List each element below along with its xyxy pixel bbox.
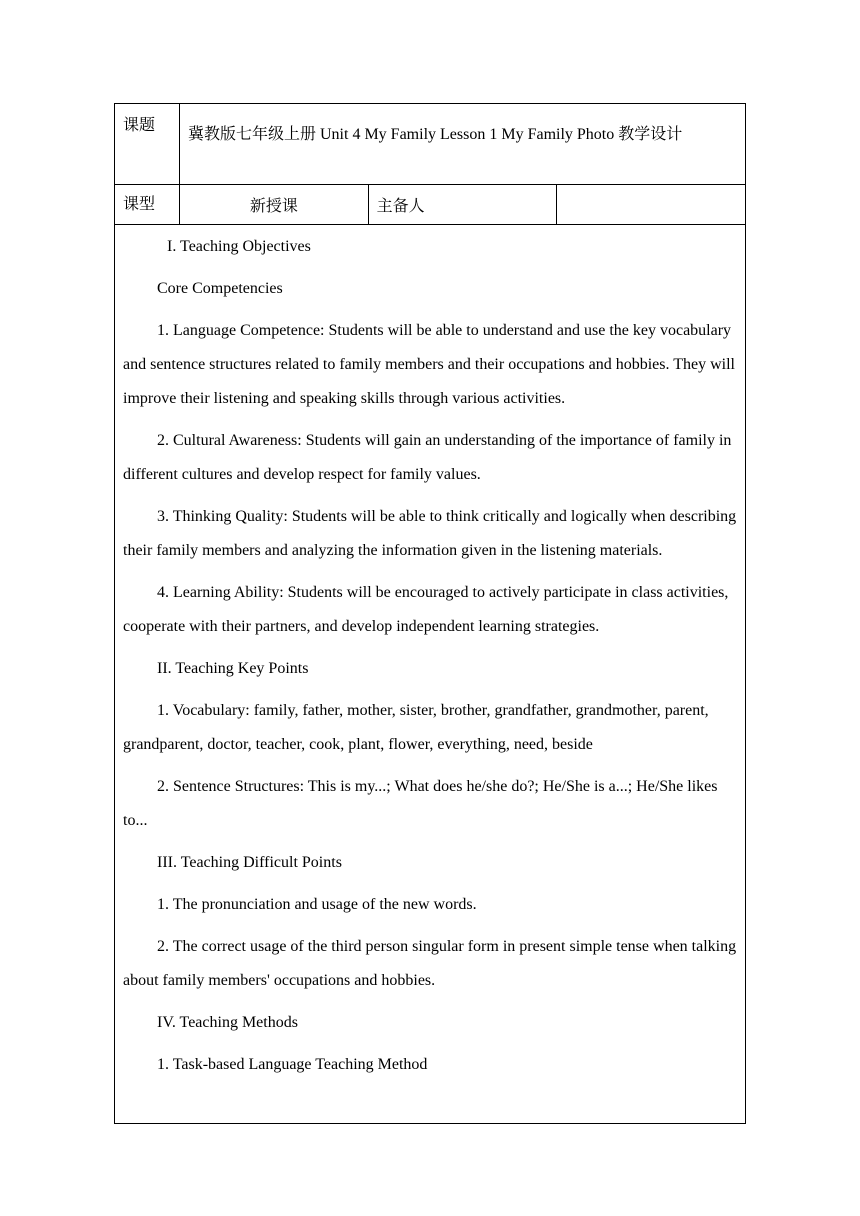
objective-item: 4. Learning Ability: Students will be encouraged to actively participate in class activities, cooperate with their partners, and develop independent learning strategies. bbox=[123, 584, 729, 635]
key-point-item: 2. Sentence Structures: This is my...; What does he/she do?; He/She is a...; He/She likes to... bbox=[123, 778, 718, 829]
preparer-label: 主备人 bbox=[368, 185, 557, 225]
type-row bbox=[115, 185, 746, 225]
content-cell bbox=[115, 225, 746, 1124]
type-value: 新授课 bbox=[180, 185, 369, 225]
core-competencies: Core Competencies bbox=[157, 280, 283, 297]
key-point-item: 1. Vocabulary: family, father, mother, sister, brother, grandfather, grandmother, parent, grandparent, doctor, teacher, cook, plant, flower, everything, need, beside bbox=[123, 702, 709, 753]
title-label: 课题 bbox=[115, 104, 180, 185]
content-row bbox=[115, 225, 746, 1124]
lesson-title: 冀教版七年级上册 Unit 4 My Family Lesson 1 My Family Photo 教学设计 bbox=[180, 104, 746, 185]
section-heading-difficult-points: III. Teaching Difficult Points bbox=[157, 854, 342, 871]
lesson-plan-table bbox=[114, 103, 746, 1124]
objective-item: 3. Thinking Quality: Students will be able to think critically and logically when describing their family members and analyzing the information given in the listening materials. bbox=[123, 508, 737, 559]
difficult-point-item: 1. The pronunciation and usage of the new words. bbox=[157, 896, 477, 913]
section-heading-key-points: II. Teaching Key Points bbox=[157, 660, 309, 677]
section-heading-objectives: I. Teaching Objectives bbox=[167, 238, 311, 255]
title-row bbox=[115, 104, 746, 185]
preparer-value bbox=[557, 185, 746, 225]
objective-item: 2. Cultural Awareness: Students will gain an understanding of the importance of family in different cultures and develop respect for family values. bbox=[123, 432, 732, 483]
type-label: 课型 bbox=[115, 185, 180, 225]
section-heading-methods: IV. Teaching Methods bbox=[157, 1014, 298, 1031]
difficult-point-item: 2. The correct usage of the third person singular form in present simple tense when talking about family members' occupations and hobbies. bbox=[123, 938, 737, 989]
objective-item: 1. Language Competence: Students will be able to understand and use the key vocabulary and sentence structures related to family members and their occupations and hobbies. They will improve their listening and speaking skills through various activities. bbox=[123, 322, 735, 407]
method-item: 1. Task-based Language Teaching Method bbox=[157, 1056, 428, 1073]
